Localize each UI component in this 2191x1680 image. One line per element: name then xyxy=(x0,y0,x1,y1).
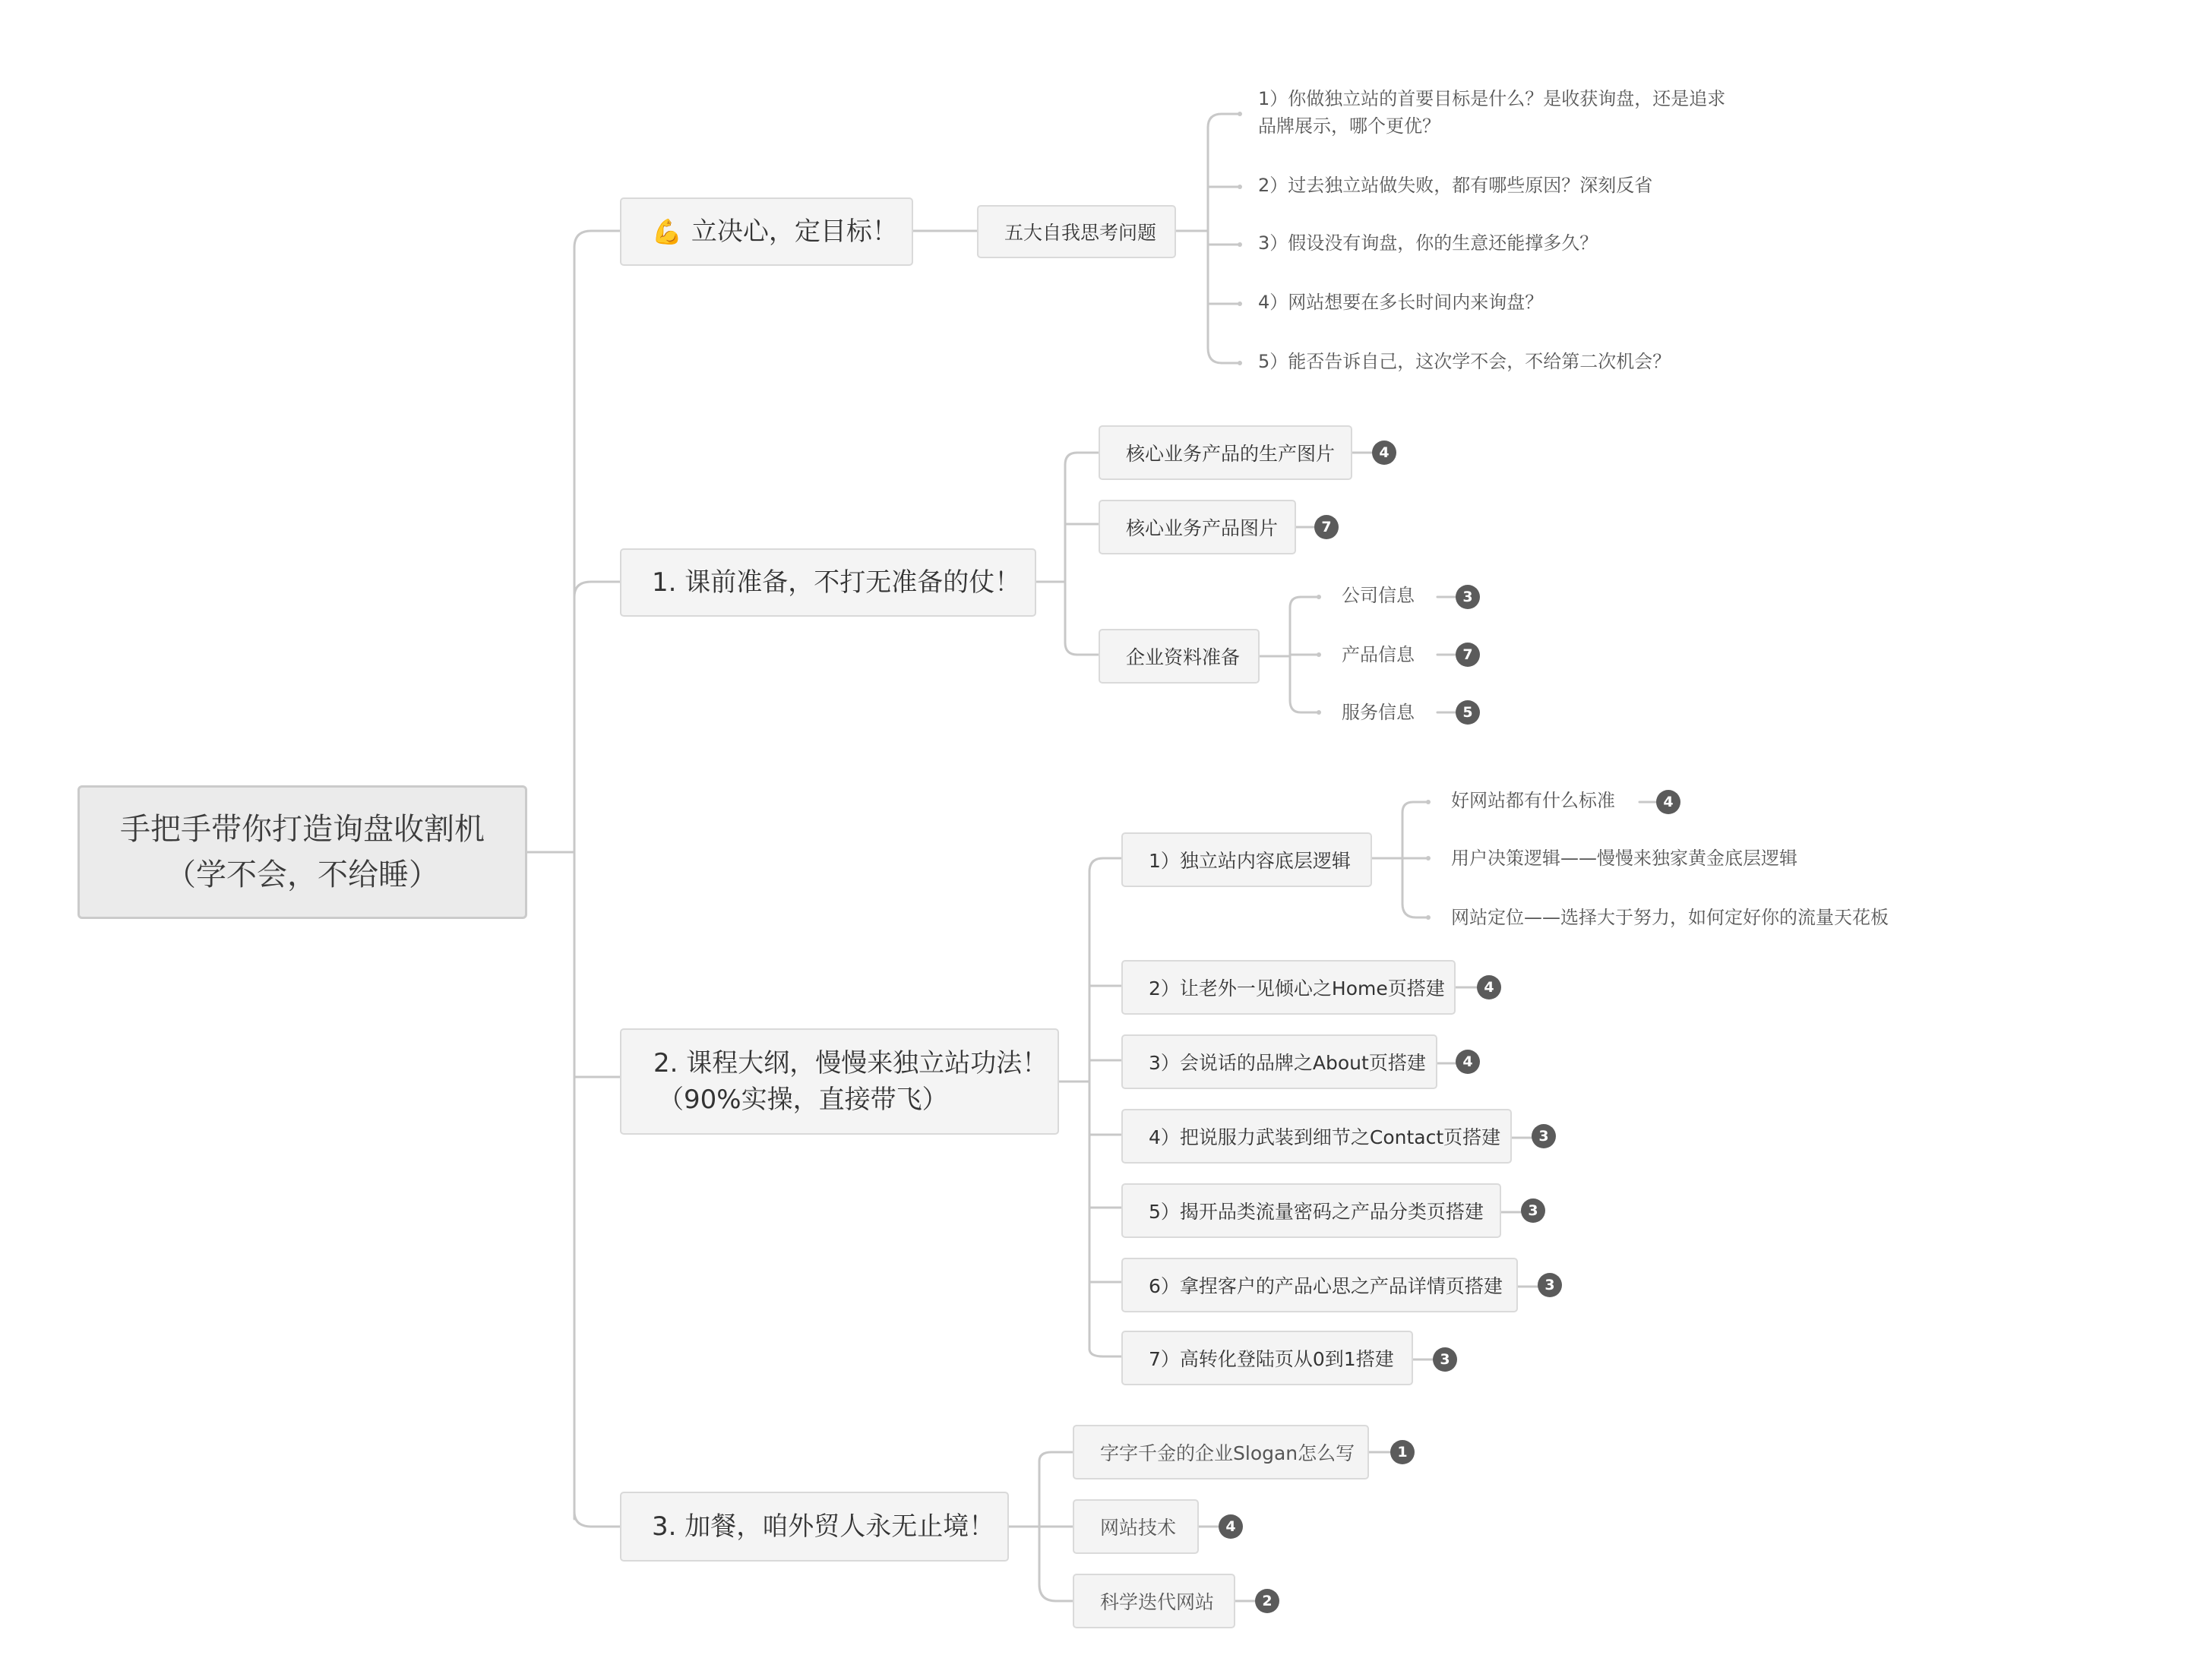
topic-product-photos[interactable] xyxy=(1099,500,1296,554)
count-badge[interactable]: 2 xyxy=(1255,1589,1279,1613)
root-title-line2: （学不会，不给睡） xyxy=(166,857,439,892)
question-item-1-label: 1）你做独立站的首要目标是什么？是收获询盘，还是追求品牌展示，哪个更优？ xyxy=(1258,88,1726,137)
count-badge[interactable]: 3 xyxy=(1456,585,1480,609)
service-info-item[interactable] xyxy=(1342,699,1415,726)
product-info-label: 产品信息 xyxy=(1342,644,1415,665)
topic-company-materials[interactable] xyxy=(1099,629,1260,684)
count-badge[interactable]: 4 xyxy=(1656,790,1680,814)
topic-landing-page-label: 7）高转化登陆页从0到1搭建 xyxy=(1149,1348,1394,1370)
topic-iteration-label: 科学迭代网站 xyxy=(1100,1591,1215,1613)
count-badge[interactable]: 4 xyxy=(1219,1514,1243,1539)
branch-curriculum[interactable] xyxy=(620,1028,1059,1135)
good-website-standard-item[interactable] xyxy=(1451,787,1615,814)
flexed-biceps-icon: 💪 xyxy=(652,217,682,246)
branch-extras-label: 3. 加餐，咱外贸人永无止境！ xyxy=(652,1511,995,1542)
topic-contact-page[interactable] xyxy=(1121,1109,1512,1164)
count-badge[interactable]: 7 xyxy=(1314,515,1339,539)
count-badge[interactable]: 3 xyxy=(1521,1198,1545,1223)
topic-category-page-label: 5）揭开品类流量密码之产品分类页搭建 xyxy=(1149,1201,1484,1223)
product-info-item[interactable] xyxy=(1342,641,1415,668)
topic-slogan-label: 字字千金的企业Slogan怎么写 xyxy=(1100,1442,1355,1464)
topic-self-questions[interactable] xyxy=(977,205,1176,258)
topic-production-photos[interactable] xyxy=(1099,425,1352,480)
branch-goal-label: 立决心，定目标！ xyxy=(691,216,898,247)
topic-self-questions-label: 五大自我思考问题 xyxy=(1004,222,1157,244)
branch-preparation-label: 1. 课前准备，不打无准备的仗！ xyxy=(652,567,1021,598)
root-title-line1: 手把手带你打造询盘收割机 xyxy=(120,812,485,847)
topic-contact-page-label: 4）把说服力武装到细节之Contact页搭建 xyxy=(1149,1126,1501,1148)
count-badge[interactable]: 4 xyxy=(1477,975,1501,999)
question-item-4-label: 4）网站想要在多长时间内来询盘？ xyxy=(1258,292,1544,313)
topic-web-tech-label: 网站技术 xyxy=(1100,1517,1177,1539)
topic-content-logic-label: 1）独立站内容底层逻辑 xyxy=(1149,850,1351,872)
count-badge[interactable]: 4 xyxy=(1456,1050,1480,1074)
count-badge[interactable]: 3 xyxy=(1433,1347,1457,1372)
topic-product-photos-label: 核心业务产品图片 xyxy=(1126,517,1279,539)
topic-about-page-label: 3）会说话的品牌之About页搭建 xyxy=(1149,1052,1426,1074)
topic-web-tech[interactable] xyxy=(1073,1499,1199,1554)
question-item-1[interactable] xyxy=(1258,85,1729,140)
question-item-5-label: 5）能否告诉自己，这次学不会，不给第二次机会？ xyxy=(1258,351,1671,372)
count-badge[interactable]: 1 xyxy=(1390,1440,1415,1464)
service-info-label: 服务信息 xyxy=(1342,702,1415,723)
question-item-4[interactable] xyxy=(1258,289,1543,316)
branch-preparation[interactable] xyxy=(620,548,1036,617)
count-badge[interactable]: 4 xyxy=(1372,441,1396,465)
good-website-standard-label: 好网站都有什么标准 xyxy=(1451,790,1615,811)
branch-curriculum-line2: （90%实操，直接带飞） xyxy=(658,1085,948,1115)
branch-curriculum-line1: 2. 课程大纲，慢慢来独立站功法！ xyxy=(653,1048,1048,1078)
decision-logic-label: 用户决策逻辑——慢慢来独家黄金底层逻辑 xyxy=(1451,848,1797,869)
positioning-item[interactable] xyxy=(1451,904,1889,931)
topic-home-page-label: 2）让老外一见倾心之Home页搭建 xyxy=(1149,977,1445,999)
decision-logic-item[interactable] xyxy=(1451,845,1797,872)
topic-category-page[interactable] xyxy=(1121,1183,1501,1238)
topic-production-photos-label: 核心业务产品的生产图片 xyxy=(1126,443,1336,465)
question-item-2[interactable] xyxy=(1258,172,1652,199)
root-node[interactable] xyxy=(77,785,527,919)
positioning-label: 网站定位——选择大于努力，如何定好你的流量天花板 xyxy=(1451,907,1889,928)
branch-extras[interactable] xyxy=(620,1492,1009,1562)
count-badge[interactable]: 5 xyxy=(1456,700,1480,725)
topic-slogan[interactable] xyxy=(1073,1425,1369,1479)
topic-about-page[interactable] xyxy=(1121,1034,1437,1089)
topic-product-detail-page[interactable] xyxy=(1121,1258,1518,1312)
count-badge[interactable]: 7 xyxy=(1456,643,1480,667)
count-badge[interactable]: 3 xyxy=(1538,1273,1562,1297)
branch-goal[interactable] xyxy=(620,197,913,266)
topic-iteration[interactable] xyxy=(1073,1574,1235,1628)
topic-home-page[interactable] xyxy=(1121,960,1456,1015)
question-item-3-label: 3）假设没有询盘，你的生意还能撑多久？ xyxy=(1258,232,1598,254)
count-badge[interactable]: 3 xyxy=(1532,1124,1556,1148)
topic-landing-page[interactable] xyxy=(1121,1331,1413,1385)
topic-company-materials-label: 企业资料准备 xyxy=(1126,646,1241,668)
question-item-5[interactable] xyxy=(1258,348,1671,375)
topic-content-logic[interactable] xyxy=(1121,832,1372,887)
topic-product-detail-page-label: 6）拿捏客户的产品心思之产品详情页搭建 xyxy=(1149,1275,1503,1297)
question-item-2-label: 2）过去独立站做失败，都有哪些原因？深刻反省 xyxy=(1258,175,1653,196)
company-info-label: 公司信息 xyxy=(1342,585,1415,606)
question-item-3[interactable] xyxy=(1258,229,1598,257)
company-info-item[interactable] xyxy=(1342,582,1415,609)
